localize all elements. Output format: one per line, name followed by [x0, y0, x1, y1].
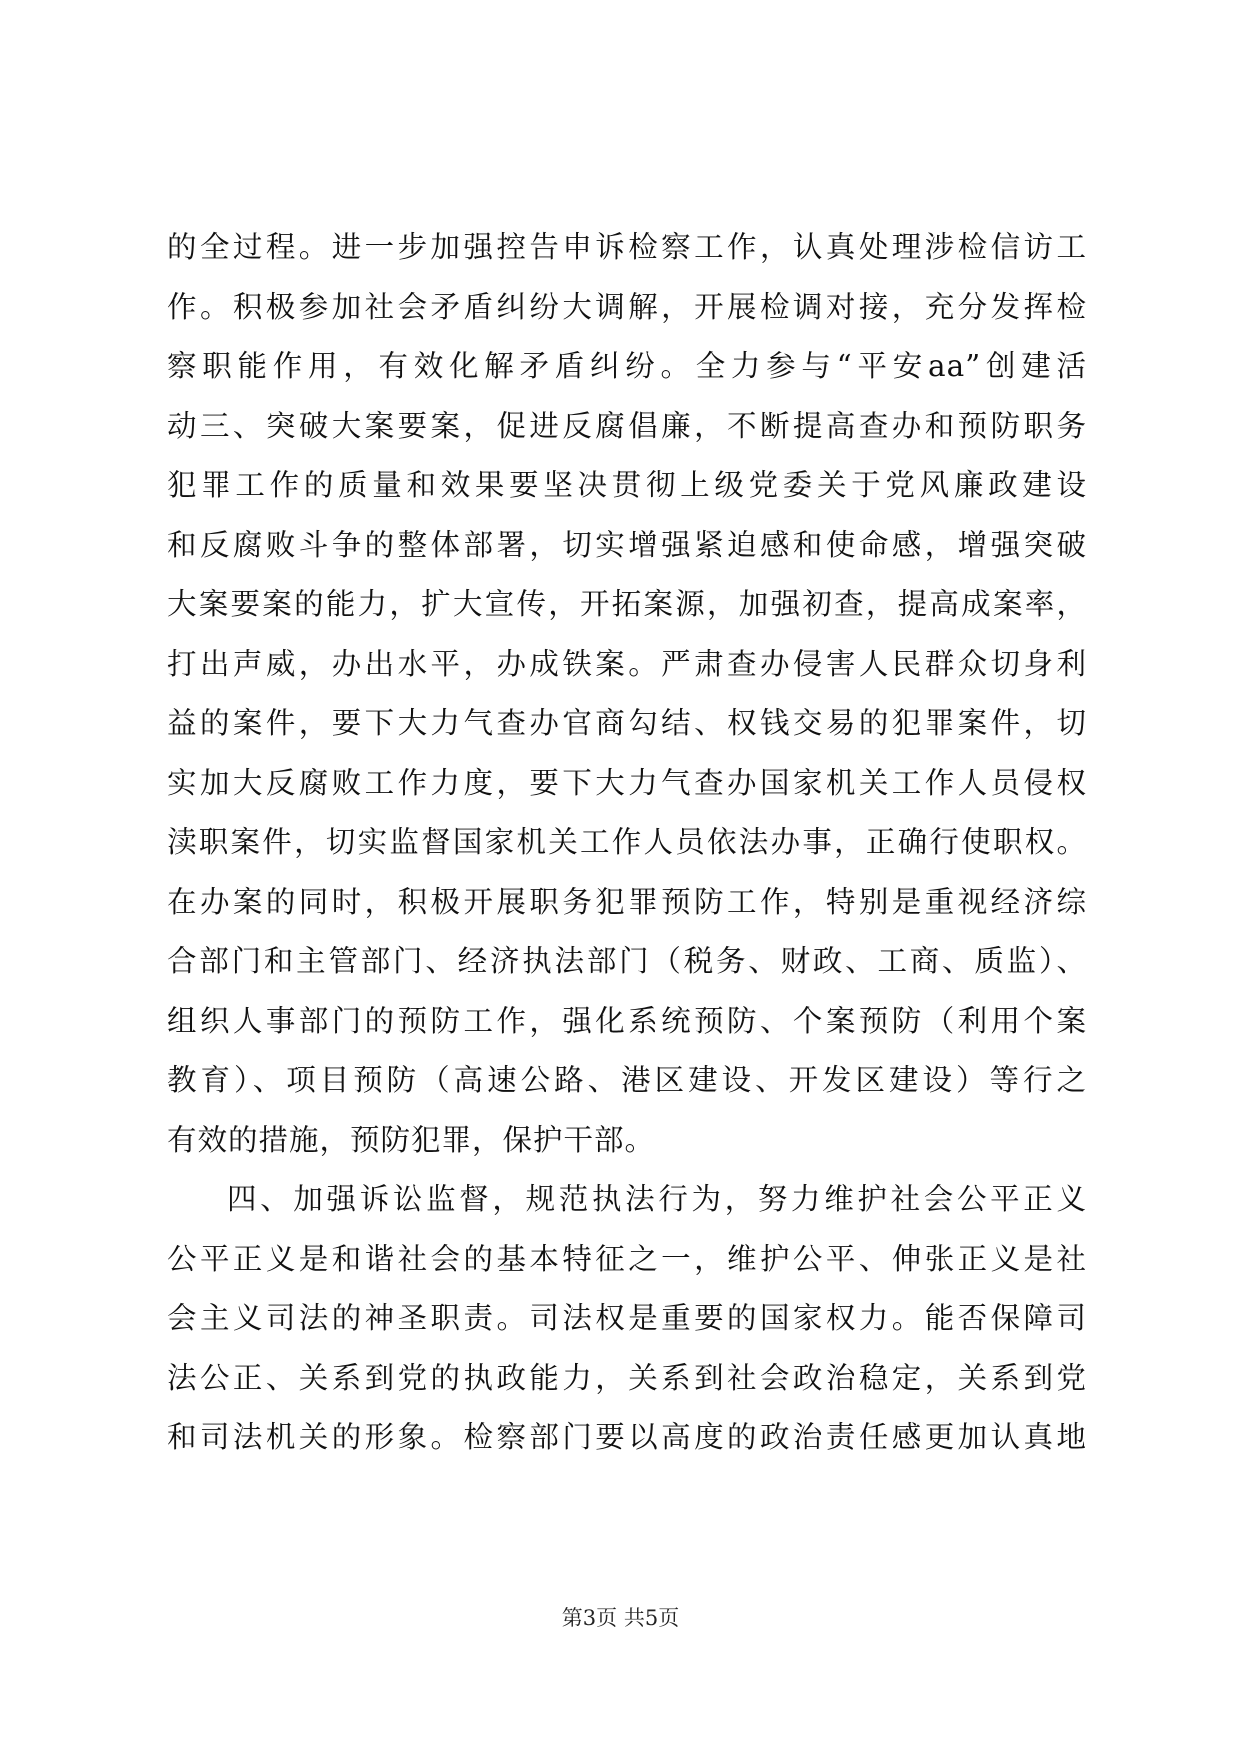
body-line: 有效的措施，预防犯罪，保护干部。 — [167, 1122, 656, 1157]
body-line: 组织人事部门的预防工作，强化系统预防、个案预防（利用个案 — [167, 1003, 1087, 1038]
body-line: 的全过程。进一步加强控告申诉检察工作，认真处理涉检信访工 — [167, 230, 1087, 264]
body-line: 犯罪工作的质量和效果要坚决贯彻上级党委关于党风廉政建设 — [167, 468, 1087, 502]
body-line: 动三、突破大案要案，促进反腐倡廉，不断提高查办和预防职务 — [167, 408, 1087, 443]
page-number-footer: 第3页 共5页 — [561, 1606, 680, 1630]
body-line: 会主义司法的神圣职责。司法权是重要的国家权力。能否保障司 — [167, 1301, 1087, 1335]
body-line: 大案要案的能力，扩大宣传，开拓案源，加强初查，提高成案率， — [167, 587, 1087, 621]
body-line: 公平正义是和谐社会的基本特征之一，维护公平、伸张正义是社 — [167, 1241, 1087, 1276]
body-line: 渎职案件，切实监督国家机关工作人员依法办事，正确行使职权。 — [167, 825, 1087, 859]
body-line: 法公正、关系到党的执政能力，关系到社会政治稳定，关系到党 — [167, 1360, 1087, 1395]
body-line: 教育）、项目预防（高速公路、港区建设、开发区建设）等行之 — [167, 1063, 1087, 1097]
body-line: 作。积极参加社会矛盾纠纷大调解，开展检调对接，充分发挥检 — [167, 289, 1087, 324]
body-line: 察职能作用，有效化解矛盾纠纷。全力参与“平安aa”创建活 — [167, 349, 1087, 383]
body-line: 在办案的同时，积极开展职务犯罪预防工作，特别是重视经济综 — [167, 884, 1087, 919]
body-line: 打出声威，办出水平，办成铁案。严肃查办侵害人民群众切身利 — [167, 646, 1087, 681]
body-line: 和司法机关的形象。检察部门要以高度的政治责任感更加认真地 — [167, 1420, 1087, 1454]
body-text — [167, 218, 1087, 1468]
body-line: 益的案件，要下大力气查办官商勾结、权钱交易的犯罪案件，切 — [167, 706, 1087, 740]
section-heading: 四、加强诉讼监督，规范执法行为，努力维护社会公平正义 — [227, 1182, 1087, 1216]
body-line: 和反腐败斗争的整体部署，切实增强紧迫感和使命感，增强突破 — [167, 527, 1087, 562]
body-line: 实加大反腐败工作力度，要下大力气查办国家机关工作人员侵权 — [167, 765, 1087, 800]
body-line: 合部门和主管部门、经济执法部门（税务、财政、工商、质监）、 — [167, 944, 1087, 978]
